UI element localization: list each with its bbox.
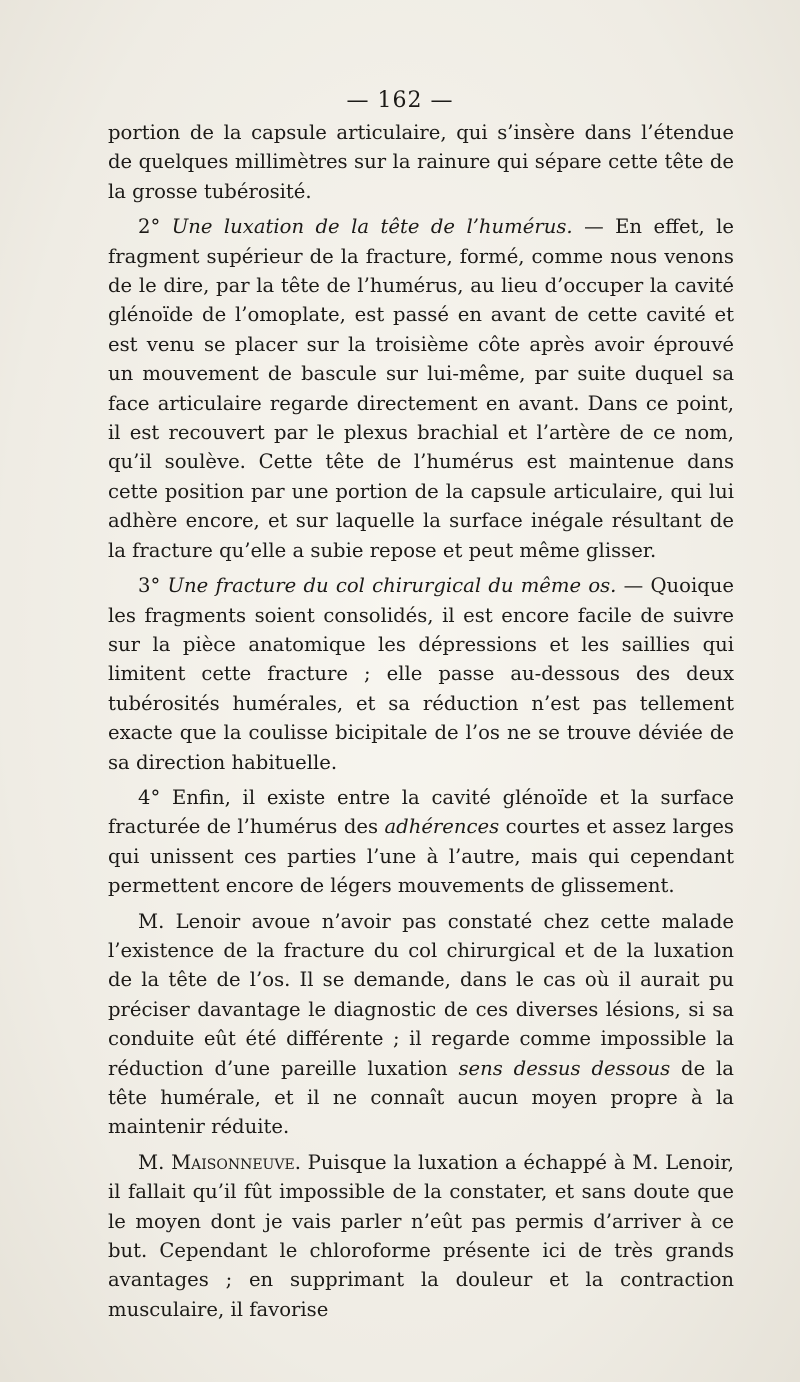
paragraph-4-text-b: courtes et assez larges qui unissent ces parties l’une à l’autre, mais qui cependant permettent encore de légers mouvements de glissement. (108, 815, 734, 898)
item-text-3: — Quoique les fragments soient consolidés, il est encore facile de suivre sur la pièce anatomique les dépressions et les saillies qui limitent cette fracture ; elle passe au-dessous des deux tubérosités humérales, et sa réduction n’est pas tellement exacte que la coulisse bicipitale de l’os ne se trouve déviée de sa direction habituelle. (108, 574, 734, 774)
paragraph-4-text-a: 4° Enfin, il existe entre la cavité glénoïde et la surface fracturée de l’humérus des (108, 785, 734, 839)
item-number-2: 2° (138, 215, 172, 239)
paragraph-5-text-a: M. Lenoir avoue n’avoir pas constaté chez cette malade l’existence de la fracture du col chirurgical et de la luxation de la tête de l’os. Il se demande, dans le cas où il aurait pu préciser davantage le diagnostic de ces diverses lésions, si sa conduite eût été différente ; il regarde comme impossible la réduction d’une pareille luxation (108, 909, 734, 1080)
paragraph-1: portion de la capsule articulaire, qui s’insère dans l’étendue de quelques millimètres sur la rainure qui sépare cette tête de la grosse tubérosité. (108, 121, 734, 203)
paragraph-6-text-b: . Puisque la luxation a échappé à M. Lenoir, il fallait qu’il fût impossible de la constater, et sans doute que le moyen dont je vais parler n’eût pas permis d’arriver à ce but. Cependant le chloroforme présente ici de très grands avantages ; en supprimant la douleur et la contraction musculaire, il favorise (108, 1150, 734, 1321)
item-title-3: Une fracture du col chirurgical du même os. (167, 574, 617, 598)
speaker-name: Maisonneuve (171, 1150, 295, 1174)
page-body (108, 118, 734, 1330)
paragraph-5 (108, 907, 734, 1142)
item-text-2: — En effet, le fragment supérieur de la fracture, formé, comme nous venons de le dire, par la tête de l’humérus, au lieu d’occuper la cavité glénoïde de l’omoplate, est passé en avant de cette cavité et est venu se placer sur la troisième côte après avoir éprouvé un mouvement de bascule sur lui-même, par suite duquel sa face articulaire regarde directement en avant. Dans ce point, il est recouvert par le plexus brachial et l’artère de ce nom, qu’il soulève. Cette tête de l’humérus est maintenue dans cette position par une portion de la capsule articulaire, qui lui adhère encore, et sur laquelle la surface inégale résultant de la fracture qu’elle a subie repose et peut même glisser. (108, 215, 734, 562)
paragraph-4 (108, 783, 734, 901)
paragraph-5-text-b: de la tête humérale, et il ne connaît aucun moyen propre à la maintenir réduite. (108, 1056, 734, 1139)
paragraph-6 (108, 1148, 734, 1324)
item-title-2: Une luxation de la tête de l’humérus. (171, 215, 573, 239)
paragraph-2 (108, 212, 734, 565)
paragraph-6-text-a: M. (138, 1150, 172, 1174)
item-number-3: 3° (138, 574, 168, 598)
emphasis-sens-dessus-dessous: sens dessus dessous (458, 1056, 671, 1080)
emphasis-adherences: adhérences (384, 815, 500, 839)
paragraph-3 (108, 571, 734, 777)
page-number-header: — 162 — (346, 88, 454, 113)
